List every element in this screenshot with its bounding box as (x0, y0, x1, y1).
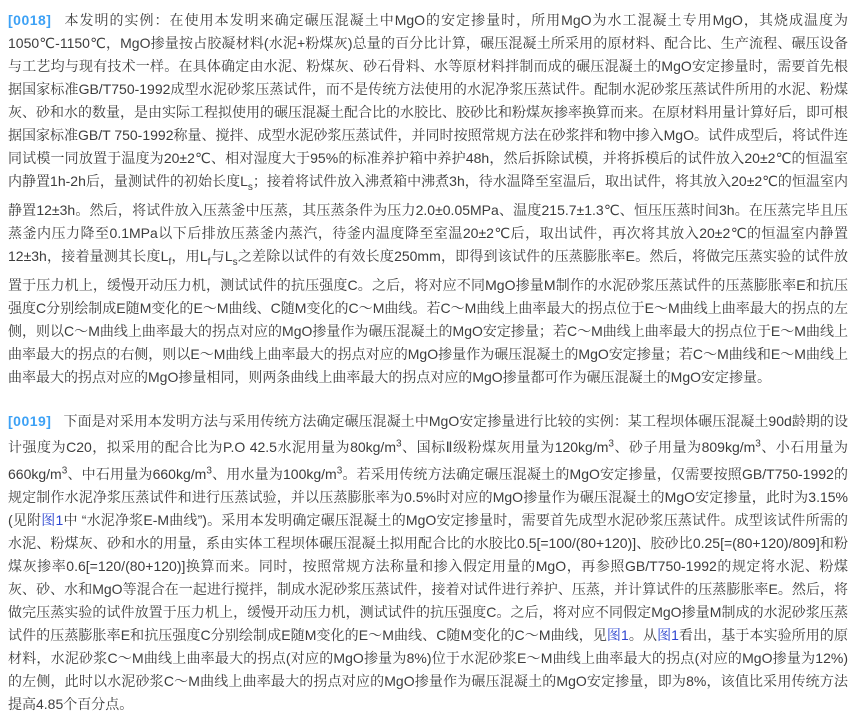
text-run: ，用L (171, 247, 208, 264)
text-run: 中 “水泥净浆E-M曲线”)。采用本发明确定碾压混凝土的MgO安定掺量时，需要首先成型水泥砂浆压蒸试件。成型该试件所需的水泥、粉煤灰、砂和水的用量，系由实体工程坝体碾压混凝土拟用配合比的水胶比0.5[=100/(80+120)]、胶砂比0.25[=(80+120)/809]和粉煤灰掺率0.6[=120/(80+120)]换算而来。同时，按照常规方法称量和掺入假定用量的MgO，再参照GB/T750-1992的规定将水泥、粉煤灰、砂、水和MgO等混合在一起进行搅拌，制成水泥砂浆压蒸试件，接着对试件进行养护、压蒸，并计算试件的压蒸膨胀率E。然后，将做完压蒸实验的试件放置于压力机上，缓慢开动压力机，测试试件的抗压强度C。之后，将对应不同假定MgO掺量M制成的水泥砂浆压蒸试件的压蒸膨胀率E和抗压强度C分别绘制成E随M变化的E～M曲线、C随M变化的C～M曲线，见 (8, 511, 848, 643)
text-run: ；接着将试件放入沸煮箱中沸煮3h，待水温降至室温后，取出试件，将其放入20±2℃的恒温室内静置12±3h。然后，将试件放入压蒸釜中压蒸，其压蒸条件为压力2.0±0.05MPa、温度215.7±1.3℃、恒压压蒸时间3h。在压蒸完毕且压蒸釜内压力降至0.1MPa以下后排放压蒸釜内蒸汽，待釜内温度降至室温20±2℃后，取出试件，再次将其放入20±2℃的恒温室内静置12±3h，接着量测其长度L (8, 173, 848, 264)
superscript: 3 (395, 438, 402, 450)
text-run: 本发明的实例：在使用本发明来确定碾压混凝土中MgO的安定掺量时，所用MgO为水工混凝土专用MgO，其烧成温度为1050℃-1150℃，MgO掺量按占胶凝材料(水泥+粉煤灰)总量的百分比计算，碾压混凝土所采用的原材料、配合比、生产流程、碾压设备与工艺均与现有技术一样。在具体确定由水泥、粉煤灰、砂石骨料、水等原材料拌制而成的碾压混凝土的MgO安定掺量时，需要首先根据国家标准GB/T750-1992成型水泥砂浆压蒸试件，而不是传统方法使用的水泥净浆压蒸试件。配制水泥砂浆压蒸试件所用的水泥、粉煤灰、砂和水的数量，是由实际工程拟使用的碾压混凝土配合比的水胶比、胶砂比和粉煤灰掺率换算而来。在原材料用量计算好后，即可根据国家标准GB/T 750-1992称量、搅拌、成型水泥砂浆压蒸试件，并同时按照常规方法在砂浆拌和物中掺入MgO。试件成型后，将试件连同试模一同放置于温度为20±2℃、相对湿度大于95%的标准养护箱中养护48h，然后拆除试模，并将拆模后的试件放入20±2℃的恒温室内静置1h-2h后，量测试件的初始长度L (8, 12, 848, 189)
paragraph-text (8, 413, 848, 712)
superscript: 3 (755, 438, 761, 450)
text-run: 、小石用量为660kg/m (8, 439, 848, 482)
text-run: 、中石用量为660kg/m (67, 465, 207, 482)
superscript: 3 (608, 438, 614, 450)
figure-link[interactable]: 图1 (657, 626, 679, 643)
text-run: 。若采用传统方法确定碾压混凝土的MgO安定掺量，仅需要按照GB/T750-1992的规定制作水泥净浆压蒸试件和进行压蒸试验，并以压蒸膨胀率为0.5%时对应的MgO掺量作为碾压混凝土的MgO安定掺量，此时为3.15%(见附 (8, 465, 848, 528)
superscript: 3 (336, 465, 343, 477)
paragraph-number: [0018] (8, 12, 52, 28)
text-run: 、用水量为100kg/m (211, 465, 337, 482)
paragraph-0019 (8, 410, 848, 716)
subscript: f (168, 256, 172, 268)
figure-link[interactable]: 图1 (606, 626, 629, 643)
text-run: 看出，基于本实验所用的原材料，水泥砂浆C～M曲线上曲率最大的拐点(对应的MgO掺量为8%)位于水泥砂浆E～M曲线上曲率最大的拐点(对应的MgO掺量为12%)的左侧，此时以水泥砂浆C～M曲线上曲率最大的拐点对应的MgO掺量作为碾压混凝土的MgO安定掺量，即为8%，该值比采用传统方法提高4.85个百分点。 (8, 626, 848, 712)
subscript: s (232, 256, 238, 268)
text-run: 下面是对采用本发明方法与采用传统方法确定碾压混凝土中MgO安定掺量进行比较的实例：某工程坝体碾压混凝土90d龄期的设计强度为C20，拟采用的配合比为P.O 42.5水泥用量为80kg/m (8, 412, 848, 456)
paragraph-number: [0019] (8, 412, 52, 429)
subscript: f (207, 256, 211, 268)
paragraph-text (8, 12, 848, 385)
figure-link[interactable]: 图1 (41, 511, 64, 528)
paragraph-0018 (8, 9, 848, 389)
text-run: 之差除以试件的有效长度250mm，即得到该试件的压蒸膨胀率E。然后，将做完压蒸实验的试件放置于压力机上，缓慢开动压力机，测试试件的抗压强度C。之后，将对应不同MgO掺量M制作的水泥砂浆压蒸试件的压蒸膨胀率E和抗压强度C分别绘制成E随M变化的E～M曲线、C随M变化的C～M曲线。若C～M曲线上曲率最大的拐点位于E～M曲线上曲率最大的拐点的左侧，则以C～M曲线上曲率最大的拐点对应的MgO掺量作为碾压混凝土的MgO安定掺量；若C～M曲线上曲率最大的拐点位于E～M曲线上曲率最大的拐点的右侧，则以E～M曲线上曲率最大的拐点对应的MgO掺量作为碾压混凝土的MgO安定掺量；若C～M曲线和E～M曲线上曲率最大的拐点对应的MgO掺量相同，则两条曲线上曲率最大的拐点对应的MgO掺量都可作为碾压混凝土的MgO安定掺量。 (8, 247, 848, 385)
text-run: 、国标Ⅱ级粉煤灰用量为120kg/m (401, 439, 609, 456)
text-run: 、砂子用量为809kg/m (613, 439, 756, 456)
subscript: s (247, 181, 253, 193)
text-run: 。从 (628, 626, 658, 643)
text-run: 与L (210, 247, 233, 264)
superscript: 3 (206, 465, 212, 477)
superscript: 3 (61, 465, 68, 477)
